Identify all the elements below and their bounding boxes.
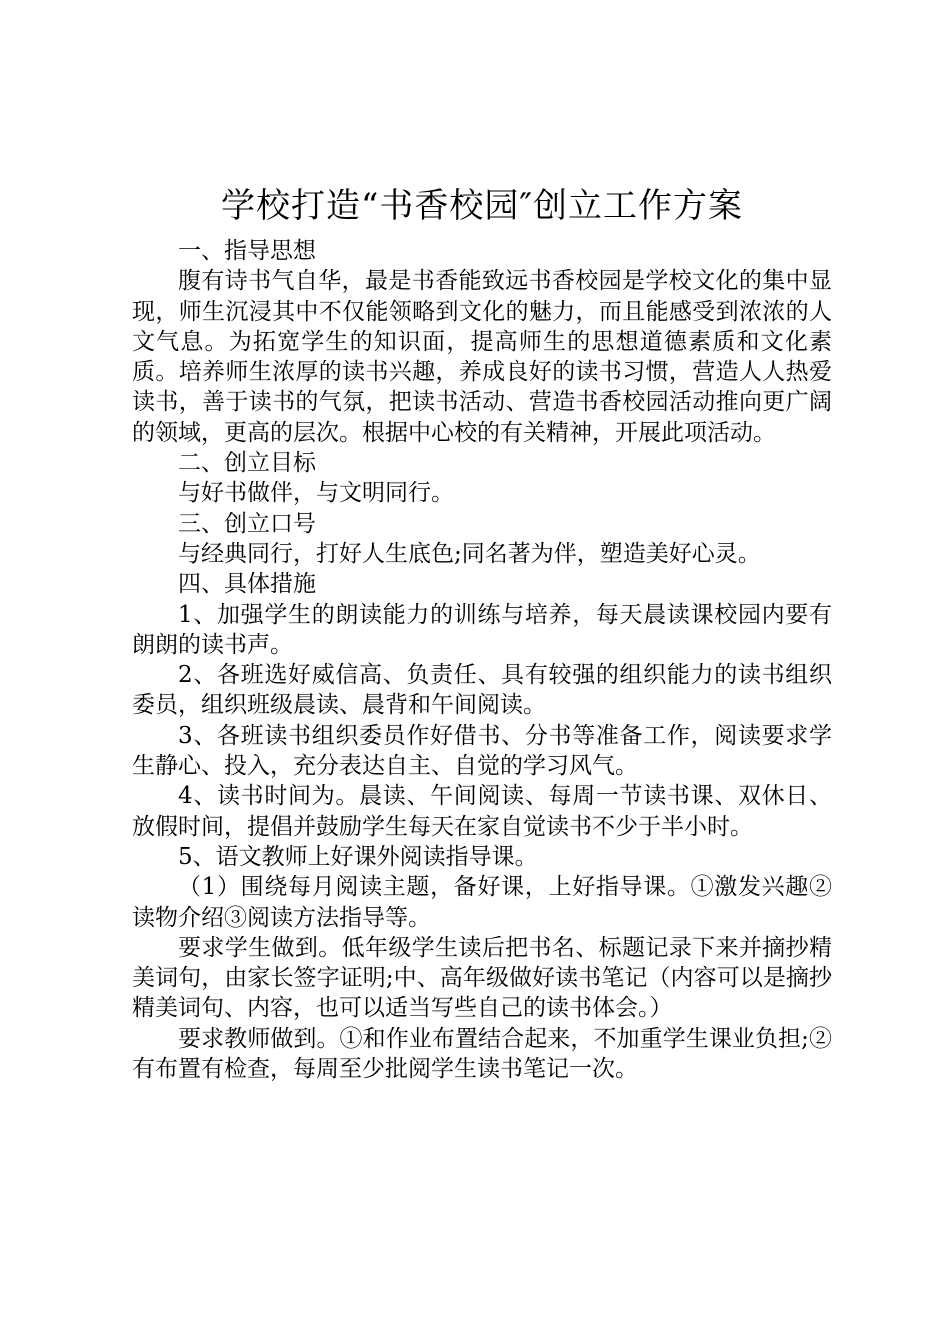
body-paragraph-goal: 与好书做伴，与文明同行。 bbox=[178, 480, 454, 507]
body-paragraph-slogan: 与经典同行，打好人生底色;同名著为伴，塑造美好心灵。 bbox=[178, 540, 761, 567]
measure-item-3: 3、各班读书组织委员作好借书、分书等准备工作，阅读要求学生静心、投入，充分表达自主、自觉的学习风气。 bbox=[132, 722, 832, 780]
measure-item-2: 2、各班选好威信高、负责任、具有较强的组织能力的读书组织委员，组织班级晨读、晨背和午间阅读。 bbox=[132, 662, 832, 719]
measure-item-1: 1、加强学生的朗读能力的训练与培养，每天晨读课校园内要有朗朗的读书声。 bbox=[132, 601, 832, 658]
section-heading-goal: 二、创立目标 bbox=[178, 450, 316, 477]
document-page bbox=[132, 180, 832, 1084]
body-paragraph-guiding-thought: 腹有诗书气自华，最是书香能致远书香校园是学校文化的集中显现，师生沉浸其中不仅能领略到文化的魅力，而且能感受到浓浓的人文气息。为拓宽学生的知识面，提高师生的思想道德素质和文化素质。培养师生浓厚的读书兴趣，养成良好的读书习惯，营造人人热爱读书，善于读书的气氛，把读书活动、营造书香校园活动推向更广阔的领域，更高的层次。根据中心校的有关精神，开展此项活动。 bbox=[132, 268, 832, 446]
section-heading-slogan: 三、创立口号 bbox=[178, 510, 316, 537]
measure-item-5: 5、语文教师上好课外阅读指导课。 bbox=[178, 843, 538, 870]
student-requirements: 要求学生做到。低年级学生读后把书名、标题记录下来并摘抄精美词句，由家长签字证明;中、高年级做好读书笔记（内容可以是摘抄精美词句、内容，也可以适当写些自己的读书体会。） bbox=[132, 934, 832, 1022]
document-title: 学校打造“书香校园″创立工作方案 bbox=[220, 186, 744, 226]
section-heading-measures: 四、具体措施 bbox=[178, 571, 316, 598]
teacher-requirements: 要求教师做到。①和作业布置结合起来，不加重学生课业负担;②有布置有检查，每周至少批阅学生读书笔记一次。 bbox=[132, 1025, 832, 1083]
section-heading-guiding-thought: 一、指导思想 bbox=[178, 238, 316, 264]
measure-item-4: 4、读书时间为。晨读、午间阅读、每周一节读书课、双休日、放假时间，提倡并鼓励学生每天在家自觉读书不少于半小时。 bbox=[132, 783, 832, 840]
measure-subitem-1: （1）围绕每月阅读主题，备好课，上好指导课。①激发兴趣②读物介绍③阅读方法指导等。 bbox=[132, 874, 832, 931]
